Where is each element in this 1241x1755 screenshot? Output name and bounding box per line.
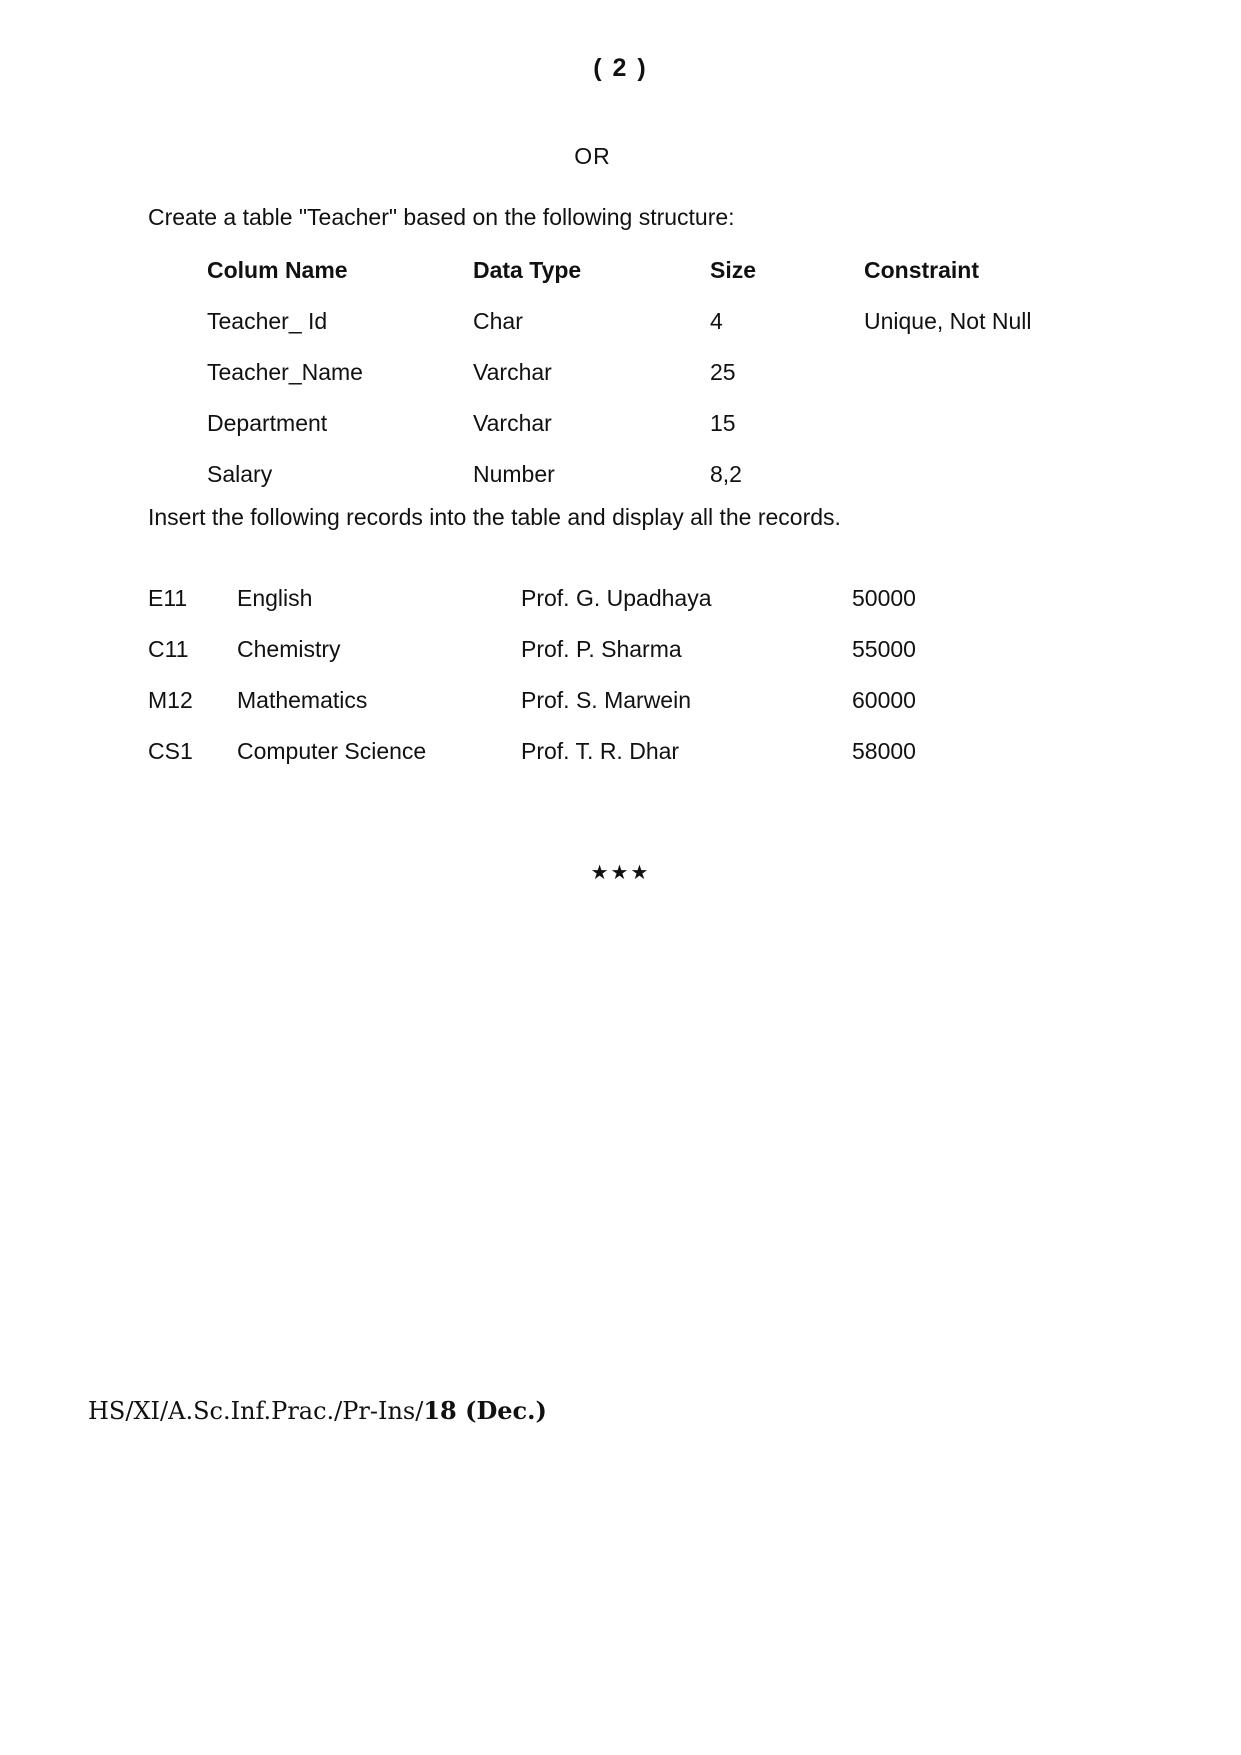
page-number: ( 2 ) [593, 54, 648, 82]
record-department: Chemistry [237, 636, 341, 662]
record-teacher-name: Prof. T. R. Dhar [521, 738, 680, 764]
table-row [207, 347, 1084, 398]
column-header: Data Type [473, 257, 582, 283]
table-row [148, 624, 972, 675]
teacher-records-table [148, 573, 972, 777]
paper-code-bold: 18 (Dec.) [423, 1396, 547, 1425]
table-cell: Varchar [473, 410, 552, 436]
record-salary: 50000 [852, 585, 916, 611]
insert-instruction: Insert the following records into the table and display all the records. [148, 504, 841, 530]
record-salary: 60000 [852, 687, 916, 713]
table-row [207, 398, 1084, 449]
question-intro: Create a table "Teacher" based on the following structure: [148, 204, 735, 230]
table-cell: Department [207, 410, 328, 436]
record-salary: 55000 [852, 636, 916, 662]
table-row [207, 449, 1084, 500]
table-cell [864, 398, 1084, 449]
table-cell [864, 347, 1084, 398]
table-cell: 25 [710, 359, 736, 385]
record-teacher-name: Prof. G. Upadhaya [521, 585, 712, 611]
record-teacher-name: Prof. P. Sharma [521, 636, 682, 662]
table-row [207, 296, 1084, 347]
table-cell: Char [473, 308, 523, 334]
table-row [148, 726, 972, 777]
record-department: Mathematics [237, 687, 368, 713]
table-cell: 4 [710, 308, 723, 334]
record-id: E11 [148, 585, 188, 611]
table-row [148, 675, 972, 726]
record-department: English [237, 585, 313, 611]
record-id: CS1 [148, 738, 193, 764]
table-cell: 15 [710, 410, 736, 436]
record-department: Computer Science [237, 738, 427, 764]
table-row [148, 573, 972, 624]
record-teacher-name: Prof. S. Marwein [521, 687, 691, 713]
paper-code: HS/XI/A.Sc.Inf.Prac./Pr-Ins/ [88, 1397, 424, 1425]
table-cell: Teacher_Name [207, 359, 363, 385]
or-separator: OR [574, 143, 611, 169]
record-id: M12 [148, 687, 193, 713]
table-header-row [207, 245, 1084, 296]
table-cell: Number [473, 461, 555, 487]
table-cell [864, 449, 1084, 500]
record-salary: 58000 [852, 738, 916, 764]
table-cell: Teacher_ Id [207, 308, 328, 334]
table-cell: 8,2 [710, 461, 742, 487]
table-cell: Salary [207, 461, 273, 487]
end-of-paper-stars: ★★★ [590, 862, 651, 884]
column-header: Constraint [864, 257, 979, 283]
record-id: C11 [148, 636, 189, 662]
column-header: Colum Name [207, 257, 348, 283]
paper-code-footer [88, 1396, 547, 1425]
table-cell: Varchar [473, 359, 552, 385]
column-header: Size [710, 257, 757, 283]
teacher-structure-table [207, 245, 1084, 500]
table-cell: Unique, Not Null [864, 308, 1032, 334]
